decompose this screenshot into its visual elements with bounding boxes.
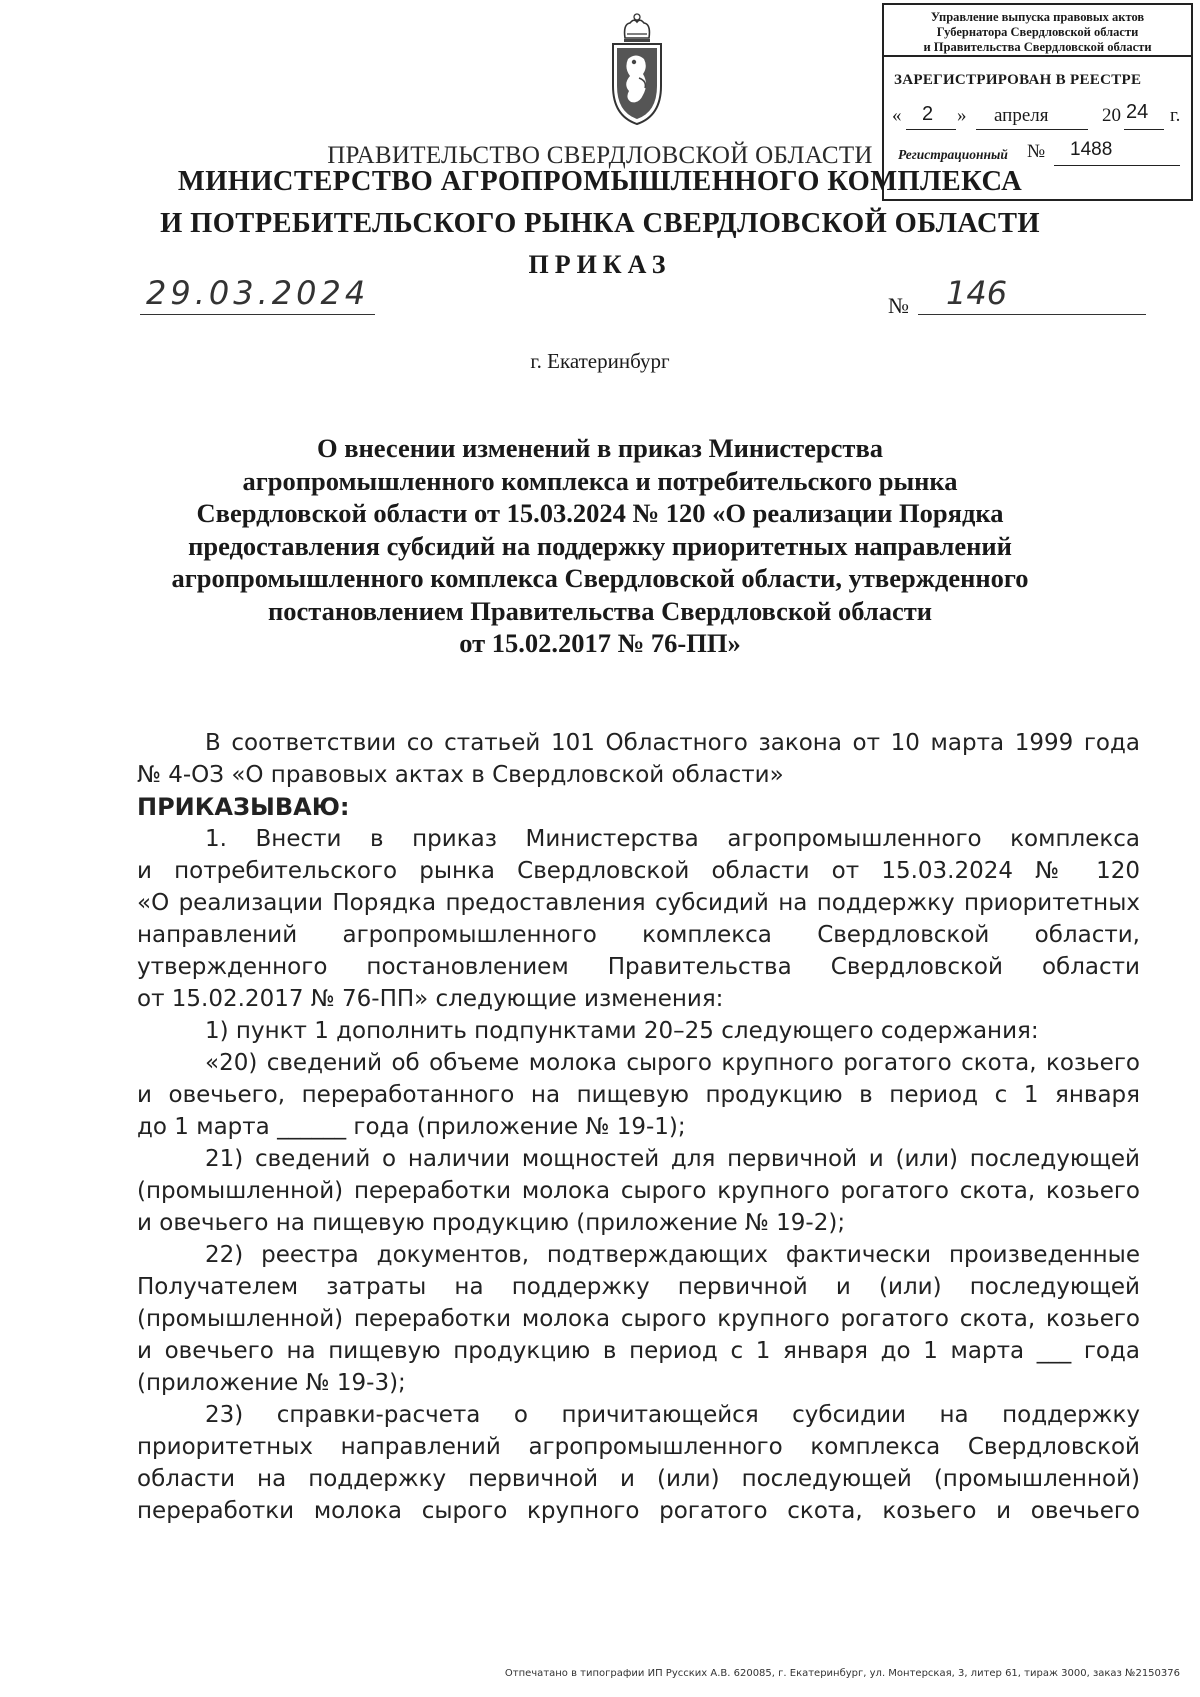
stamp-close-quote: »: [957, 105, 967, 126]
body-line: области на поддержку первичной и (или) последующей (промышленной): [137, 1466, 1140, 1492]
body-line: «20) сведений об объеме молока сырого крупного рогатого скота, козьего: [205, 1050, 1140, 1076]
stamp-open-quote: «: [892, 105, 902, 126]
body-line: до 1 марта ______ года (приложение № 19-1);: [137, 1114, 686, 1140]
order-title: [100, 432, 1100, 660]
stamp-header: [884, 5, 1191, 57]
stamp-month: апреля: [994, 105, 1049, 126]
body-line: (промышленной) переработки молока сырого крупного рогатого скота, козьего: [137, 1178, 1140, 1204]
title-line: агропромышленного комплекса и потребительского рынка: [242, 465, 958, 496]
stamp-day-underline: [906, 129, 956, 130]
stamp-header-line: Губернатора Свердловской области: [936, 25, 1139, 39]
title-line: предоставления субсидий на поддержку приоритетных направлений: [188, 530, 1012, 561]
stamp-registered-label: ЗАРЕГИСТРИРОВАН В РЕЕСТРЕ: [894, 72, 1142, 88]
stamp-header-line: Управление выпуска правовых актов: [930, 10, 1145, 24]
stamp-reg-label: Регистрационный: [898, 147, 1008, 162]
stamp-num-sign: №: [1027, 141, 1046, 162]
body-line: 21) сведений о наличии мощностей для первичной и (или) последующей: [205, 1146, 1140, 1172]
body-line: и овечьего, переработанного на пищевую продукцию в период с 1 января: [137, 1082, 1140, 1108]
title-line: Свердловской области от 15.03.2024 № 120 «О реализации Порядка: [196, 498, 1004, 528]
body-line: и потребительского рынка Свердловской области от 15.03.2024 № 120: [137, 858, 1140, 884]
body-line: № 4-ОЗ «О правовых актах в Свердловской области»: [137, 762, 784, 788]
body-line: приоритетных направлений агропромышленного комплекса Свердловской: [137, 1434, 1140, 1460]
body-line: и овечьего на пищевую продукцию (приложение № 19-2);: [137, 1210, 846, 1236]
title-line: О внесении изменений в приказ Министерства: [316, 433, 884, 463]
order-directive: ПРИКАЗЫВАЮ:: [137, 793, 350, 821]
stamp-month-underline: [976, 129, 1088, 130]
body-line: Получателем затраты на поддержку первичной и (или) последующей: [137, 1274, 1140, 1300]
government-title: ПРАВИТЕЛЬСТВО СВЕРДЛОВСКОЙ ОБЛАСТИ: [327, 142, 873, 169]
body-line: 22) реестра документов, подтверждающих фактически произведенные: [205, 1242, 1140, 1268]
order-date: 29.03.2024: [146, 274, 370, 312]
stamp-date: [884, 99, 1191, 133]
stamp-year-prefix: 20: [1102, 105, 1121, 126]
stamp-year-underline: [1124, 129, 1164, 130]
city: г. Екатеринбург: [530, 349, 670, 373]
title-line: агропромышленного комплекса Свердловской области, утвержденного: [171, 563, 1029, 593]
printer-footer: Отпечатано в типографии ИП Русских А.В. 620085, г. Екатеринбург, ул. Монтерская, 3, литер 61, тираж 3000, заказ №2150376: [504, 1668, 1180, 1679]
document-type: ПРИКАЗ: [528, 250, 672, 279]
coat-of-arms-icon: [603, 12, 671, 130]
body-line: направлений агропромышленного комплекса Свердловской области,: [137, 922, 1140, 948]
title-line: постановлением Правительства Свердловской области: [267, 595, 933, 626]
title-line: от 15.02.2017 № 76-ПП»: [459, 628, 741, 658]
stamp-year-suffix: 24: [1126, 101, 1149, 123]
body-line: (приложение № 19-3);: [137, 1370, 406, 1396]
order-number-sign: №: [888, 293, 909, 318]
order-body: [137, 727, 1140, 1527]
body-line: 23) справки-расчета о причитающейся субсидии на поддержку: [205, 1402, 1140, 1428]
ministry-title-line-1: МИНИСТЕРСТВО АГРОПРОМЫШЛЕННОГО КОМПЛЕКСА: [177, 166, 1023, 197]
stamp-reg-number: 1488: [1070, 139, 1113, 160]
body-line: 1) пункт 1 дополнить подпунктами 20–25 следующего содержания:: [205, 1018, 1039, 1044]
ministry-title-line-2: И ПОТРЕБИТЕЛЬСКОГО РЫНКА СВЕРДЛОВСКОЙ ОБЛАСТИ: [160, 208, 1040, 239]
order-number: 146: [946, 274, 1008, 312]
body-line: и овечьего на пищевую продукцию в период с 1 января до 1 марта ___ года: [137, 1338, 1140, 1364]
body-line: переработки молока сырого крупного рогатого скота, козьего и овечьего: [137, 1498, 1140, 1524]
order-date-field: [140, 268, 375, 315]
stamp-year-abbr: г.: [1170, 105, 1181, 126]
body-line: утвержденного постановлением Правительства Свердловской области: [137, 954, 1140, 980]
body-line: «О реализации Порядка предоставления субсидий на поддержку приоритетных: [137, 890, 1140, 916]
body-line: (промышленной) переработки молока сырого крупного рогатого скота, козьего: [137, 1306, 1140, 1332]
stamp-day: 2: [922, 103, 934, 125]
body-line: от 15.02.2017 № 76-ПП» следующие изменения:: [137, 986, 724, 1012]
body-line: 1. Внести в приказ Министерства агропромышленного комплекса: [205, 826, 1140, 852]
body-line: В соответствии со статьей 101 Областного закона от 10 марта 1999 года: [205, 730, 1140, 756]
stamp-header-line: и Правительства Свердловской области: [923, 40, 1152, 54]
order-number-field: [918, 268, 1146, 315]
